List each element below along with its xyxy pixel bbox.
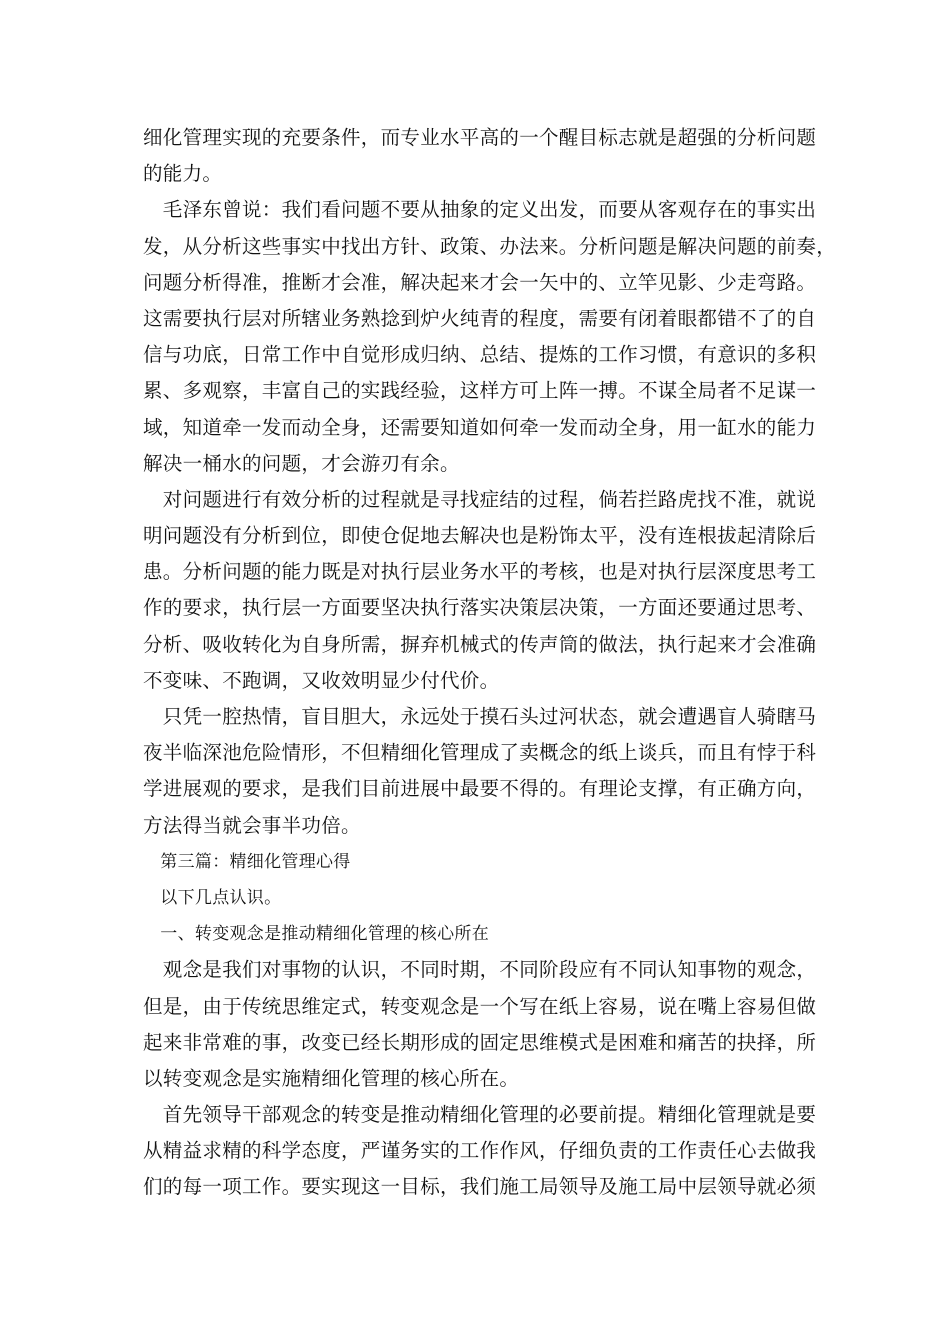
section-heading: 第三篇：精细化管理心得: [143, 851, 351, 872]
text-line: 问题分析得准，推断才会准，解决起来才会一矢中的、立竿见影、少走弯路。: [143, 270, 817, 294]
text-line: 细化管理实现的充要条件，而专业水平高的一个醒目标志就是超强的分析问题: [143, 126, 817, 149]
text-line: 们的每一项工作。要实现这一目标，我们施工局领导及施工局中层领导就必须: [143, 1175, 817, 1199]
text-line: 解决一桶水的问题，才会游刃有余。: [143, 451, 460, 475]
paragraph-first-line: 首先领导干部观念的转变是推动精细化管理的必要前提。精细化管理就是要: [143, 1103, 817, 1127]
intro-line: 以下几点认识。: [143, 887, 282, 908]
body-text: [143, 120, 837, 1206]
text-line: 患。分析问题的能力既是对执行层业务水平的考核，也是对执行层深度思考工: [143, 560, 817, 584]
text-line: 这需要执行层对所辖业务熟捻到炉火纯青的程度，需要有闭着眼都错不了的自: [143, 306, 817, 330]
text-line: 从精益求精的科学态度，严谨务实的工作作风，仔细负责的工作责任心去做我: [143, 1139, 817, 1163]
paragraph-first-line: 观念是我们对事物的认识，不同时期，不同阶段应有不同认知事物的观念，: [143, 958, 817, 982]
text-line: 域，知道牵一发而动全身，还需要知道如何牵一发而动全身，用一缸水的能力: [143, 415, 817, 439]
text-line: 学进展观的要求，是我们目前进展中最要不得的。有理论支撑，有正确方向，: [143, 777, 817, 801]
paragraph-first-line: 只凭一腔热情，盲目胆大，永远处于摸石头过河状态，就会遭遇盲人骑瞎马: [143, 705, 817, 728]
text-line: 不变味、不跑调，又收效明显少付代价。: [143, 668, 500, 692]
subsection-heading: 一、转变观念是推动精细化管理的核心所在: [143, 924, 489, 945]
text-line: 分析、吸收转化为自身所需，摒弃机械式的传声筒的做法，执行起来才会准确: [143, 632, 817, 656]
text-line: 起来非常难的事，改变已经长期形成的固定思维模式是困难和痛苦的抉择，所: [143, 1030, 817, 1054]
text-line: 以转变观念是实施精细化管理的核心所在。: [143, 1066, 520, 1090]
paragraph-first-line: 毛泽东曾说：我们看问题不要从抽象的定义出发，而要从客观存在的事实出: [143, 198, 817, 222]
text-line: 累、多观察，丰富自己的实践经验，这样方可上阵一搏。不谋全局者不足谋一: [143, 379, 817, 403]
text-line: 发，从分析这些事实中找出方针、政策、办法来。分析问题是解决问题的前奏，: [143, 234, 837, 258]
text-line: 夜半临深池危险情形，不但精细化管理成了卖概念的纸上谈兵，而且有悖于科: [143, 741, 817, 765]
paragraph-first-line: 对问题进行有效分析的过程就是寻找症结的过程，倘若拦路虎找不准，就说: [143, 487, 817, 511]
text-line: 明问题没有分析到位，即使仓促地去解决也是粉饰太平，没有连根拔起清除后: [143, 524, 817, 548]
text-line: 但是，由于传统思维定式，转变观念是一个写在纸上容易，说在嘴上容易但做: [143, 994, 817, 1018]
text-line: 作的要求，执行层一方面要坚决执行落实决策层决策，一方面还要通过思考、: [143, 596, 817, 620]
text-line: 的能力。: [143, 162, 223, 186]
text-line: 方法得当就会事半功倍。: [143, 813, 361, 837]
text-line: 信与功底，日常工作中自觉形成归纳、总结、提炼的工作习惯，有意识的多积: [143, 343, 817, 367]
